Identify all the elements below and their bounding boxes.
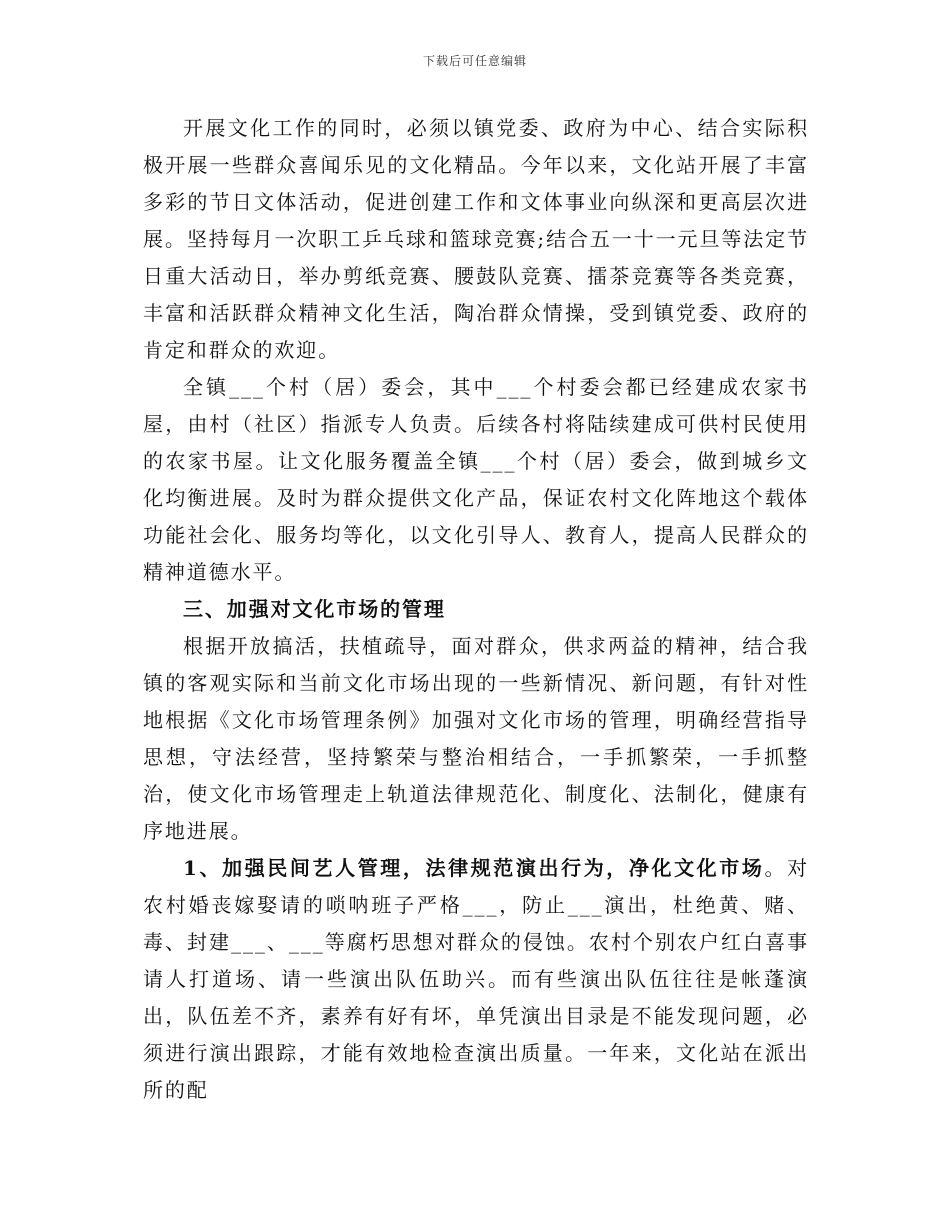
page-header: 下载后可任意编辑 [422, 54, 527, 68]
paragraph-cultural-activities: 开展文化工作的同时，必须以镇党委、政府为中心、结合实际积极开展一些群众喜闻乐见的文化精品。今年以来，文化站开展了丰富多彩的节日文体活动，促进创建工作和文体事业向纵深和更高层次进展。坚持每月一次职工乒乓球和篮球竞赛;结合五一十一元旦等法定节日重大活动日，举办剪纸竞赛、腰鼓队竞赛、擂茶竞赛等各类竞赛，丰富和活跃群众精神文化生活，陶冶群众情操，受到镇党委、政府的肯定和群众的欢迎。 [143, 116, 809, 362]
paragraph-folk-artists [143, 850, 809, 1109]
paragraph-lead-folk-artists: 1、加强民间艺人管理，法律规范演出行为，净化文化市场 [183, 856, 765, 880]
paragraph-body-folk-artists: 。对农村婚丧嫁娶请的唢呐班子严格___，防止___演出，杜绝黄、赌、毒、封建___、___等腐朽思想对群众的侵蚀。农村个别农户红白喜事请人打道场、请一些演出队伍助兴。而有些演出队伍往往是帐蓬演出，队伍差不齐，素养有好有坏，单凭演出目录是不能发现问题，必须进行演出跟踪，才能有效地检查演出质量。一年来，文化站在派出所的配 [143, 856, 809, 1102]
section-heading-market-management: 三、加强对文化市场的管理 [183, 597, 446, 621]
document-body [143, 110, 809, 1109]
paragraph-farmhouse-library: 全镇___个村（居）委会，其中___个村委会都已经建成农家书屋，由村（社区）指派专人负责。后续各村将陆续建成可供村民使用的农家书屋。让文化服务覆盖全镇___个村（居）委会，做到城乡文化均衡进展。及时为群众提供文化产品，保证农村文化阵地这个载体功能社会化、服务均等化，以文化引导人、教育人，提高人民群众的精神道德水平。 [143, 375, 809, 584]
paragraph-market-management: 根据开放搞活，扶植疏导，面对群众，供求两益的精神，结合我镇的客观实际和当前文化市场出现的一些新情况、新问题，有针对性地根据《文化市场管理条例》加强对文化市场的管理，明确经营指导思想，守法经营，坚持繁荣与整治相结合，一手抓繁荣，一手抓整治，使文化市场管理走上轨道法律规范化、制度化、法制化，健康有序地进展。 [143, 634, 809, 843]
